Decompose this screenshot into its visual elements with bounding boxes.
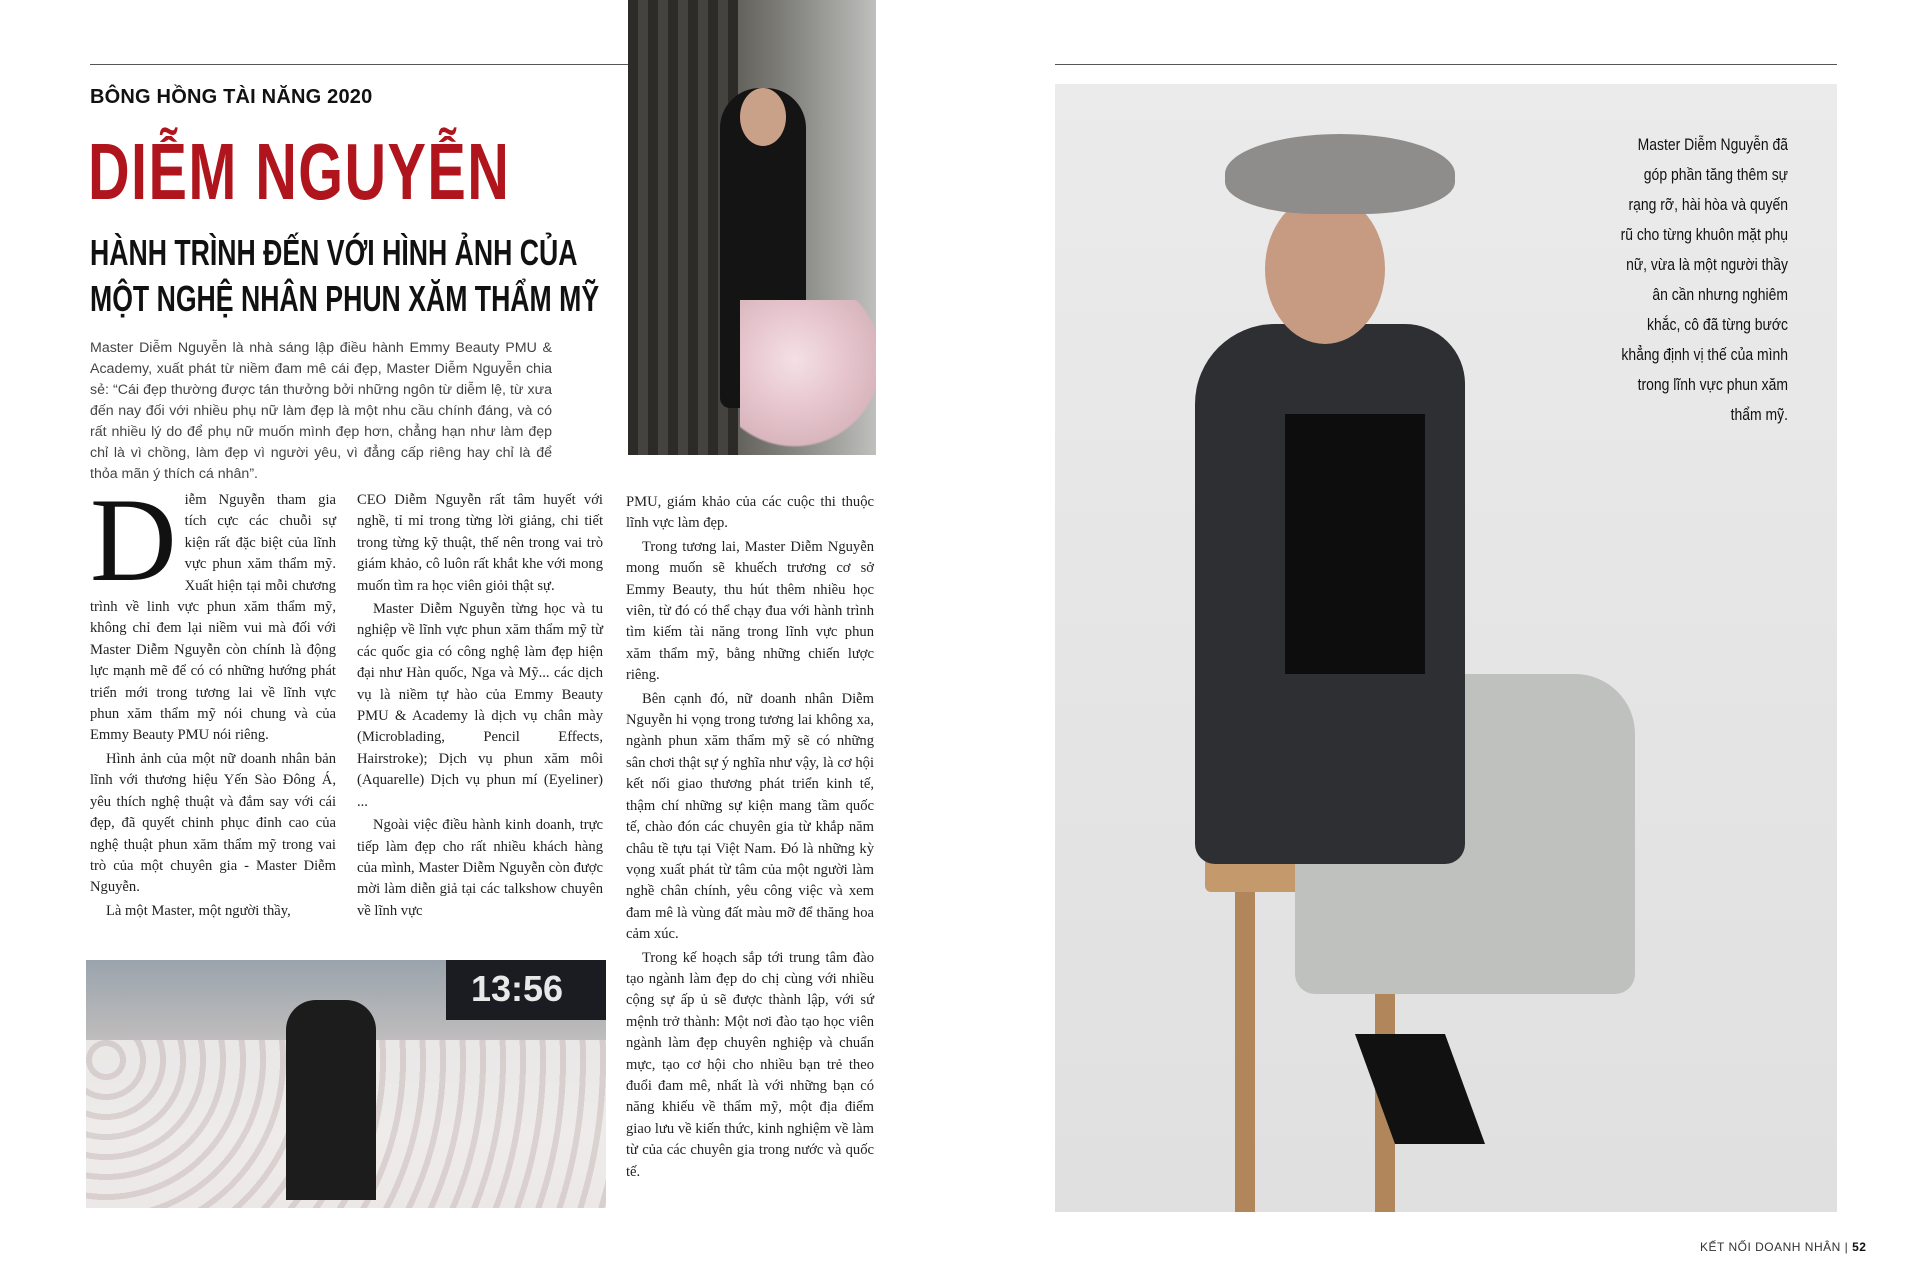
body-paragraph: Trong kế hoạch sắp tới trung tâm đào tạo ngành làm đẹp do chị cùng với nhiều cộng sự ấp ủ sẽ được thành lập, với sứ mệnh trở thành: Một nơi đào tạo học viên ngành làm đẹp chuyên nghiệp và chuẩn mực, tạo cơ hội cho nhiều bạn trẻ theo đuổi đam mê, nhất là với những bạn có năng khiếu về thẩm mỹ, một địa điểm giao lưu về kiến thức, kinh nghiệm về làm từ của các chuyên gia trong nước và quốc tế. bbox=[626, 949, 874, 1180]
intro-paragraph: Master Diễm Nguyễn là nhà sáng lập điều hành Emmy Beauty PMU & Academy, xuất phát từ niềm đam mê cái đẹp, Master Diễm Nguyễn chia sẻ: “Cái đẹp thường được tán thưởng bởi những ngôn từ diễm lệ, từ xưa đến nay đối với nhiều phụ nữ làm đẹp là một nhu cầu chính đáng, và có rất nhiều lý do để phụ nữ muốn mình đẹp hơn, chẳng hạn như làm đẹp chỉ là vì chồng, làm đẹp vì người yêu, vì đẳng cấp riêng hay chỉ là để thỏa mãn ý thích cá nhân”. bbox=[90, 340, 552, 482]
body-paragraph: PMU, giám khảo của các cuộc thi thuộc lĩnh vực làm đẹp. bbox=[626, 494, 874, 532]
publication-name: KẾT NỐI DOANH NHÂN bbox=[1700, 1240, 1841, 1254]
body-paragraph: Là một Master, một người thầy, bbox=[106, 902, 291, 919]
body-paragraph: Hình ảnh của một nữ doanh nhân bản lĩnh với thương hiệu Yến Sào Đông Á, yêu thích nghệ thuật và đắm say với cái đẹp, đã quyết chinh phục đỉnh cao của nghệ thuật phun xăm thẩm mỹ trong vai trò của một chuyên gia - Master Diễm Nguyễn. bbox=[90, 750, 336, 896]
flower-bouquet-shape bbox=[740, 300, 876, 450]
body-paragraph: Ngoài việc điều hành kinh doanh, trực tiếp làm đẹp cho rất nhiều khách hàng của mình, Master Diễm Nguyễn còn được mời làm diễn giả tại các talkshow chuyên về lĩnh vực bbox=[357, 817, 603, 919]
presenter-shape bbox=[286, 1000, 376, 1200]
body-column-2 bbox=[357, 490, 603, 924]
article-subtitle bbox=[90, 230, 599, 322]
page-number: 52 bbox=[1852, 1240, 1867, 1254]
body-column-1 bbox=[90, 473, 336, 924]
subtitle-line-2: MỘT NGHỆ NHÂN PHUN XĂM THẨM MỸ bbox=[90, 278, 600, 319]
section-kicker: BÔNG HỒNG TÀI NĂNG 2020 bbox=[90, 86, 373, 108]
body-paragraph: CEO Diễm Nguyễn rất tâm huyết với nghề, tỉ mỉ trong từng lời giảng, chi tiết trong từng kỹ thuật, thế nên trong vai trò giám khảo, cô luôn rất khắt khe với mong muốn tìm ra học viên giỏi thật sự. bbox=[357, 492, 603, 594]
top-shape bbox=[1285, 414, 1425, 674]
portrait-photo-curtain bbox=[628, 0, 876, 455]
top-rule-right bbox=[1055, 64, 1837, 65]
article-title: DIỄM NGUYỄN bbox=[88, 127, 511, 216]
face-shape bbox=[1265, 194, 1385, 344]
body-paragraph: Master Diễm Nguyễn từng học và tu nghiệp về lĩnh vực phun xăm thẩm mỹ từ các quốc gia có công nghệ làm đẹp hiện đại như Hàn quốc, Nga và Mỹ... các dịch vụ là niềm tự hào của Emmy Beauty PMU & Academy là dịch vụ chân mày (Microblading, Pencil Effects, Hairstroke); Dịch vụ phun xăm môi (Aquarelle) Dịch vụ phun mí (Eyeliner) ... bbox=[357, 601, 603, 810]
body-paragraph: Bên cạnh đó, nữ doanh nhân Diễm Nguyễn hi vọng trong tương lai không xa, ngành phun xăm thẩm mỹ sẽ có những sân chơi thật sự ý nghĩa như vậy, là cơ hội kết nối giao thương phát triển kinh tế, thậm chí những sự kiện mang tầm quốc tế, chào đón các chuyên gia từ khắp năm châu tề tựu tại Việt Nam. Đó là những kỳ vọng xuất phát từ tâm của một người làm nghề chân chính, yêu công việc và xem đam mê là vùng đất màu mỡ để thăng hoa cảm xúc. bbox=[626, 690, 874, 943]
photo-caption: Master Diễm Nguyễn đã góp phần tăng thêm sự rạng rỡ, hài hòa và quyến rũ cho từng khuôn mặt phụ nữ, vừa là một người thầy ân cần nhưng nghiêm khắc, cô đã từng bước khẳng định vị thế của mình trong lĩnh vực phun xăm thẩm mỹ. bbox=[1620, 135, 1788, 424]
drop-cap: D bbox=[90, 473, 177, 606]
screen-clock: 13:56 bbox=[471, 968, 564, 1009]
face-shape bbox=[740, 88, 786, 146]
body-column-3 bbox=[626, 492, 874, 1185]
hat-shape bbox=[1225, 134, 1455, 214]
page-footer bbox=[1700, 1240, 1866, 1254]
body-paragraph: Trong tương lai, Master Diễm Nguyễn mong muốn sẽ khuếch trương cơ sở Emmy Beauty, thu hút thêm nhiều học viên, từ đó có thể chạy đua với hành trình tìm kiếm tài năng trong lĩnh vực phun xăm thẩm mỹ, bằng những chiến lược riêng. bbox=[626, 538, 874, 684]
body-paragraph: Diễm Nguyễn tham gia tích cực các chuỗi sự kiện rất đặc biệt của lĩnh vực phun xăm thẩm mỹ. Xuất hiện tại mỗi chương trình về linh vực phun xăm thẩm mỹ, không chỉ đem lại niềm vui mà đối với Master Diễm Nguyễn còn chính là động lực mạnh mẽ để có có những hướng phát triển mới trong tương lai về lĩnh vực phun xăm thẩm mỹ nói chung và của Emmy Beauty PMU nói riêng. bbox=[90, 473, 336, 744]
footer-separator: | bbox=[1844, 1240, 1849, 1254]
subtitle-line-1: HÀNH TRÌNH ĐẾN VỚI HÌNH ẢNH CỦA bbox=[90, 232, 578, 273]
event-photo bbox=[86, 960, 606, 1208]
top-rule-left bbox=[90, 64, 628, 65]
